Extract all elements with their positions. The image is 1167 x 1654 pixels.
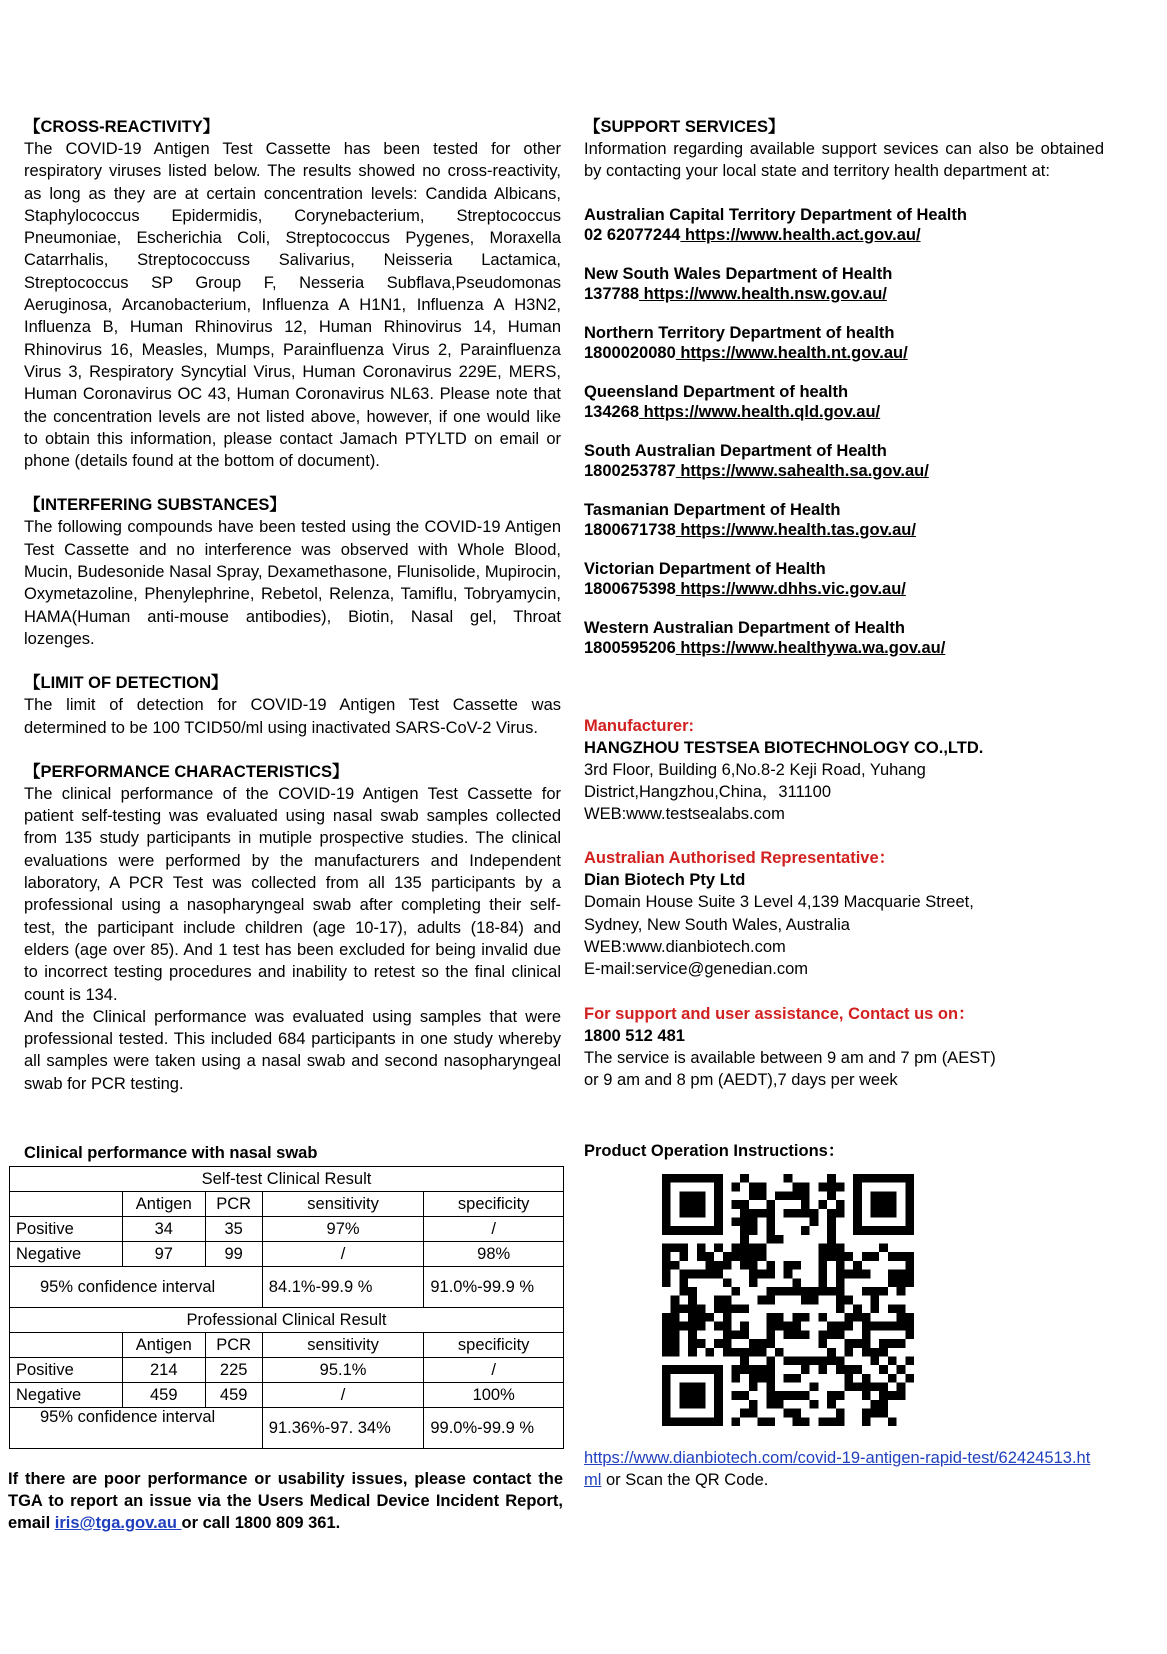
table-row: 95% confidence interval 84.1%-99.9 % 91.0%-99.9 % — [10, 1267, 564, 1308]
department-link[interactable]: https://www.health.qld.gov.au/ — [639, 402, 881, 421]
department-link[interactable]: https://www.health.nsw.gov.au/ — [639, 284, 887, 303]
cross-reactivity-text: The COVID-19 Antigen Test Cassette has been tested for other respiratory viruses listed below. The results showed no cross-reactivity, as long as they are at certain concentration levels: Candida Albicans, Staphylococcus Epidermidis, Corynebacterium, Streptococcus Pneumoniae, Escherichia Coli, Streptococcus Pygenes, Moraxella Catarrhalis, Streptococcuss Salivarius, Neisseria Lactamica, Streptococcus SP Group F, Nesseria Subflava,Pseudomonas Aeruginosa, Arcanobacterium, Influenza A H1N1, Influenza A H3N2, Influenza B, Human Rhinovirus 12, Human Rhinovirus 14, Human Rhinovirus 16, Measles, Mumps, Parainfluenza Virus 2, Parainfluenza Virus 3, Respiratory Syncytial Virus, Human Coronavirus 229E, MERS, Human Coronavirus OC 43, Human Coronavirus NL63. Please note that the concentration levels are not listed above, however, if one would like to obtain this information, please contact Jamach PTYLTD on email or phone (details found at the bottom of document). — [24, 140, 561, 471]
header-sensitivity: sensitivity — [262, 1192, 424, 1217]
department-list — [584, 205, 1104, 658]
department-item: Tasmanian Department of Health 1800671738 https://www.health.tas.gov.au/ — [584, 500, 916, 539]
header-antigen: Antigen — [123, 1192, 206, 1217]
table-header-row — [10, 1192, 564, 1217]
manufacturer-label: Manufacturer: — [584, 716, 695, 735]
self-test-title: Self-test Clinical Result — [10, 1167, 564, 1192]
support-hours-2: or 9 am and 8 pm (AEDT),7 days per week — [584, 1070, 898, 1089]
department-link[interactable]: https://www.health.tas.gov.au/ — [675, 520, 916, 539]
department-item: Australian Capital Territory Department of Health 02 62077244 https://www.health.act.gov.au/ — [584, 205, 967, 244]
department-link[interactable]: https://www.dhhs.vic.gov.au/ — [675, 579, 906, 598]
representative-name: Dian Biotech Pty Ltd — [584, 871, 746, 890]
interfering-heading: 【INTERFERING SUBSTANCES】 — [24, 496, 286, 515]
department-item: New South Wales Department of Health 137788 https://www.health.nsw.gov.au/ — [584, 264, 893, 303]
interfering-text: The following compounds have been tested using the COVID-19 Antigen Test Cassette and no interference was observed with Whole Blood, Mucin, Budesonide Nasal Spray, Dexamethasone, Flunisolide, Mupirocin, Oxymetazoline, Phenylephrine, Rebetol, Relenza, Tamiflu, Tobryamycin, HAMA(Human anti-mouse antibodies), Biotin, Nasal gel, Throat lozenges. — [24, 518, 561, 648]
qr-code-icon[interactable] — [662, 1174, 914, 1426]
support-hours-1: The service is available between 9 am and 7 pm (AEST) — [584, 1048, 996, 1067]
product-instructions-link[interactable]: https://www.dianbiotech.com/covid-19-antigen-rapid-test/62424513.html — [584, 1449, 1091, 1489]
table-caption: Clinical performance with nasal swab — [24, 1144, 318, 1162]
qr-link-line: https://www.dianbiotech.com/covid-19-antigen-rapid-test/62424513.html or Scan the QR Code. — [584, 1449, 1091, 1489]
table-row: Negative 97 99 / 98% — [10, 1242, 564, 1267]
cross-reactivity-heading: 【CROSS-REACTIVITY】 — [24, 118, 220, 136]
representative-address-1: Domain House Suite 3 Level 4,139 Macquarie Street, — [584, 893, 974, 912]
performance-text-1: The clinical performance of the COVID-19 Antigen Test Cassette for patient self-testing was evaluated using nasal swab samples collected from 135 study participants in mutiple prospective studies. The clinical evaluations were performed by the manufacturers and Independent laboratory, A PCR Test was collected from all 135 participants by a professional using a nasopharyngeal swab after completing their self-test, the participant include children (age 10-17), adults (18-84) and elders (age over 85). And 1 test has been excluded for being invalid due to incorrect testing procedures and inability to retest so the final clinical count is 134. — [24, 784, 561, 1004]
performance-heading: 【PERFORMANCE CHARACTERISTICS】 — [24, 762, 349, 781]
department-item: Victorian Department of Health 1800675398 https://www.dhhs.vic.gov.au/ — [584, 559, 906, 598]
limit-text: The limit of detection for COVID-19 Antigen Test Cassette was determined to be 100 TCID50/ml using inactivated SARS-CoV-2 Virus. — [24, 696, 561, 737]
table-row: Positive 34 35 97% / — [10, 1217, 564, 1242]
tga-email-link[interactable]: iris@tga.gov.au — [54, 1514, 182, 1532]
department-link[interactable]: https://www.healthywa.wa.gov.au/ — [675, 638, 946, 657]
performance-table — [9, 1166, 564, 1449]
support-phone: 1800 512 481 — [584, 1026, 685, 1045]
department-link[interactable]: https://www.health.act.gov.au/ — [680, 225, 921, 244]
left-column — [24, 116, 561, 1095]
department-link[interactable]: https://www.health.nt.gov.au/ — [675, 343, 908, 362]
performance-text-2: And the Clinical performance was evaluated using samples that were professional tested. This included 684 participants in one study whereby all samples were taken using a nasal swab and second nasopharyngeal swab for PCR testing. — [24, 1007, 561, 1093]
product-operation-label: Product Operation Instructions： — [584, 1142, 845, 1160]
table-row: 95% confidence interval 91.36%-97. 34% 99.0%-99.9 % — [10, 1408, 564, 1449]
table-header-row: Antigen PCR sensitivity specificity — [10, 1333, 564, 1358]
header-specificity: specificity — [424, 1192, 564, 1217]
department-item: Northern Territory Department of health 1800020080 https://www.health.nt.gov.au/ — [584, 323, 908, 362]
representative-label: Australian Authorised Representative： — [584, 849, 896, 868]
limit-heading: 【LIMIT OF DETECTION】 — [24, 674, 228, 693]
table-row: Positive 214 225 95.1% / — [10, 1358, 564, 1383]
manufacturer-web: WEB:www.testsealabs.com — [584, 805, 785, 824]
manufacturer-name: HANGZHOU TESTSEA BIOTECHNOLOGY CO.,LTD. — [584, 738, 984, 757]
department-link[interactable]: https://www.sahealth.sa.gov.au/ — [675, 461, 929, 480]
manufacturer-address-2: District,Hangzhou,China，311100 — [584, 782, 832, 801]
department-item: Western Australian Department of Health 1800595206 https://www.healthywa.wa.gov.au/ — [584, 618, 946, 657]
right-column — [584, 116, 1104, 1091]
table-row: Negative 459 459 / 100% — [10, 1383, 564, 1408]
header-pcr: PCR — [205, 1192, 262, 1217]
professional-title: Professional Clinical Result — [10, 1308, 564, 1333]
tga-report-note: If there are poor performance or usability issues, please contact the TGA to report an issue via the Users Medical Device Incident Report, email iris@tga.gov.au or call 1800 809 361. — [8, 1470, 563, 1532]
department-item: Queensland Department of health 134268 https://www.health.qld.gov.au/ — [584, 382, 881, 421]
support-heading: 【SUPPORT SERVICES】 — [584, 118, 785, 136]
representative-address-2: Sydney, New South Wales, Australia — [584, 915, 850, 934]
manufacturer-address-1: 3rd Floor, Building 6,No.8-2 Keji Road, Yuhang — [584, 760, 926, 779]
support-text: Information regarding available support sevices can also be obtained by contacting your local state and territory health department at: — [584, 140, 1104, 181]
representative-email: E-mail:service@genedian.com — [584, 960, 809, 979]
department-item: South Australian Department of Health 1800253787 https://www.sahealth.sa.gov.au/ — [584, 441, 929, 480]
support-contact-label: For support and user assistance, Contact us on： — [584, 1004, 975, 1023]
representative-web: WEB:www.dianbiotech.com — [584, 938, 786, 957]
